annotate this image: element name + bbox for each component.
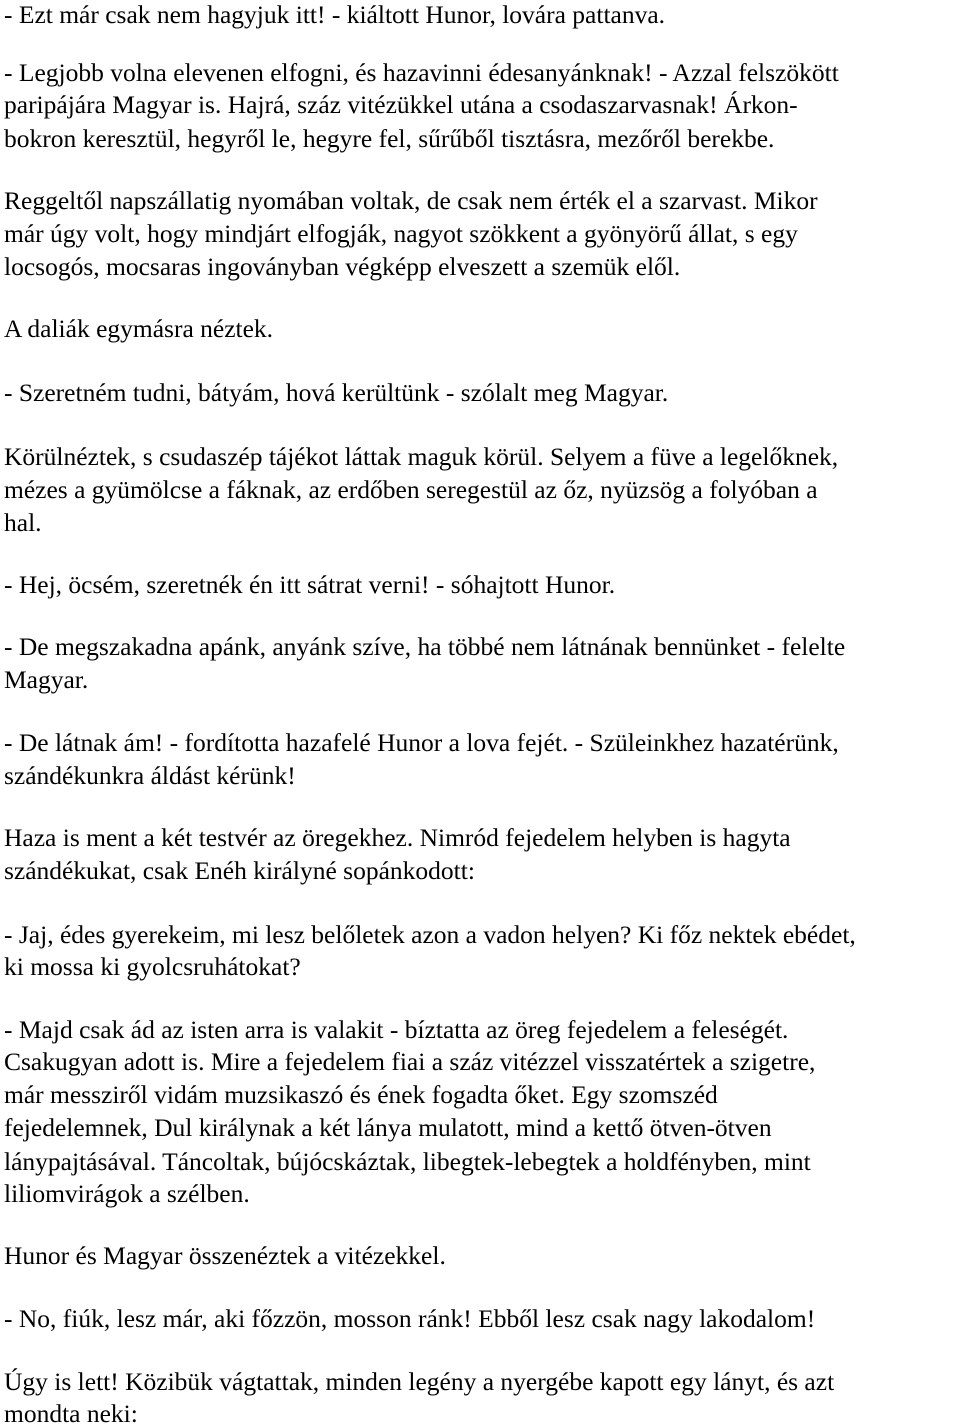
text-line: A daliák egymásra néztek.: [4, 314, 274, 343]
text-line: Csakugyan adott is. Mire a fejedelem fiai a száz vitézzel visszatértek a szigetre,: [4, 1047, 816, 1076]
text-line: - De megszakadna apánk, anyánk szíve, ha többé nem látnának bennünket - felelte: [4, 632, 846, 661]
text-line: ki mossa ki gyolcsruhátokat?: [4, 952, 301, 981]
text-line: már messziről vidám muzsikaszó és ének fogadta őket. Egy szomszéd: [4, 1080, 718, 1109]
text-line: Reggeltől napszállatig nyomában voltak, de csak nem érték el a szarvast. Mikor: [4, 186, 818, 215]
text-line: paripájára Magyar is. Hajrá, száz vitézükkel utána a csodaszarvasnak! Árkon-: [4, 90, 798, 119]
text-line: - Jaj, édes gyerekeim, mi lesz belőletek azon a vadon helyen? Ki főz nektek ebédet,: [4, 920, 856, 949]
text-line: - Legjobb volna elevenen elfogni, és hazavinni édesanyánknak! - Azzal felszökött: [4, 58, 839, 87]
text-line: locsogós, mocsaras ingoványban végképp elveszett a szemük elől.: [4, 252, 681, 281]
text-line: - Hej, öcsém, szeretnék én itt sátrat verni! - sóhajtott Hunor.: [4, 570, 616, 599]
text-line: liliomvirágok a szélben.: [4, 1179, 250, 1208]
text-line: - Szeretném tudni, bátyám, hová kerültünk - szólalt meg Magyar.: [4, 378, 669, 407]
text-line: Körülnéztek, s csudaszép tájékot láttak maguk körül. Selyem a füve a legelőknek,: [4, 442, 839, 471]
text-line: - No, fiúk, lesz már, aki főzzön, mosson ránk! Ebből lesz csak nagy lakodalom!: [4, 1304, 816, 1333]
text-line: már úgy volt, hogy mindjárt elfogják, nagyot szökkent a gyönyörű állat, s egy: [4, 219, 798, 248]
text-line: - Ezt már csak nem hagyjuk itt! - kiáltott Hunor, lovára pattanva.: [4, 0, 666, 29]
text-line: mondta neki:: [4, 1399, 138, 1424]
text-line: fejedelemnek, Dul királynak a két lánya mulatott, mind a kettő ötven-ötven: [4, 1113, 772, 1142]
text-line: Magyar.: [4, 665, 89, 694]
text-line: Haza is ment a két testvér az öregekhez. Nimród fejedelem helyben is hagyta: [4, 823, 791, 852]
text-line: lánypajtásával. Táncoltak, bújócskáztak, libegtek-lebegtek a holdfényben, mint: [4, 1147, 811, 1176]
text-line: szándékunkra áldást kérünk!: [4, 761, 296, 790]
text-line: szándékukat, csak Enéh királyné sopánkodott:: [4, 856, 475, 885]
text-line: mézes a gyümölcse a fáknak, az erdőben seregestül az őz, nyüzsög a folyóban a: [4, 475, 818, 504]
text-line: bokron keresztül, hegyről le, hegyre fel, sűrűből tisztásra, mezőről berekbe.: [4, 124, 775, 153]
text-line: - De látnak ám! - fordította hazafelé Hunor a lova fejét. - Szüleinkhez hazatérünk,: [4, 728, 839, 757]
text-line: - Majd csak ád az isten arra is valakit - bíztatta az öreg fejedelem a feleségét.: [4, 1015, 789, 1044]
text-line: Hunor és Magyar összenéztek a vitézekkel.: [4, 1241, 446, 1270]
text-line: Úgy is lett! Közibük vágtattak, minden legény a nyergébe kapott egy lányt, és azt: [4, 1367, 835, 1396]
text-line: hal.: [4, 508, 42, 537]
